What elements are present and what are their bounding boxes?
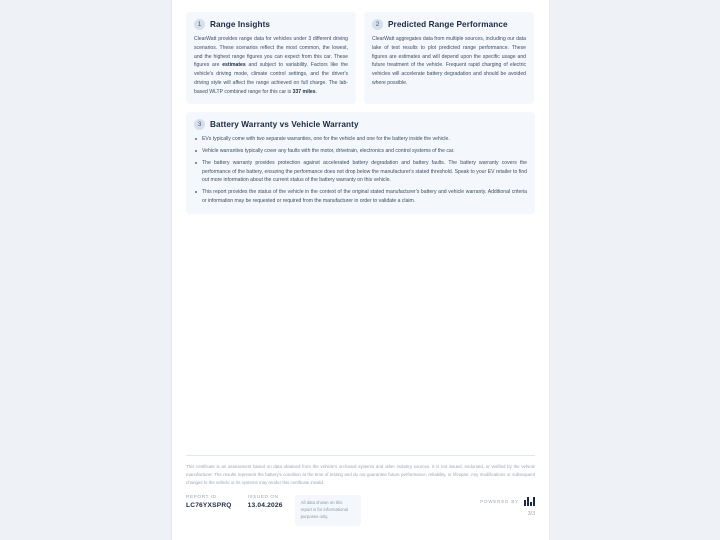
card-number-badge: 2 <box>372 19 383 30</box>
issued-on-block <box>248 495 283 509</box>
list-item: This report provides the status of the vehicle in the context of the original stated manufacturer's battery and vehicle warranty. Additional criteria or information may be requested or required from the manufacturer in order to validate a claim. <box>194 188 527 206</box>
footer-note: All data shown on this report is for informational purposes only. <box>295 495 361 526</box>
card-title: Predicted Range Performance <box>388 20 508 29</box>
list-item: The battery warranty provides protection against accelerated battery degradation and battery faults. The battery warranty covers the performance of the battery, ensuring the performance does not drop below the manufacturer's stated threshold. Speak to your EV retailer to find out more information about the current status of the battery warranty on this vehicle. <box>194 159 527 185</box>
cards-row <box>186 12 535 104</box>
document-page <box>172 0 549 540</box>
list-item: EVs typically come with two separate warranties, one for the vehicle and one for the battery inside the vehicle. <box>194 135 527 144</box>
page-footer <box>186 455 535 526</box>
footer-disclaimer: This certificate is an assessment based on data obtained from the vehicle's on-board systems and other industry sources. It is not issued, endorsed, or verified by the vehicle manufacturer. The results represent the battery's condition at the time of testing and do not guarantee future performance, reliability, or lifespan. Any modifications or subsequent changes to the vehicle or its systems may render this certificate invalid. <box>186 464 535 485</box>
page-number: 3/3 <box>527 511 535 518</box>
powered-by-label: POWERED BY <box>480 499 519 505</box>
clearwatt-logo-icon <box>524 497 535 506</box>
report-id-value: LC76YXSPRQ <box>186 502 232 510</box>
footer-meta <box>186 495 361 526</box>
report-id-block <box>186 495 232 509</box>
card-title: Range Insights <box>210 20 271 29</box>
card-body-text: ClearWatt provides range data for vehicles under 3 different driving scenarios. These scenarios reflect the most common, the lowest, and the highest range figures you can expect from this car. These figures are estimates and subject to variability. Factors like the vehicle's driving mode, climate control settings, and the driver's driving style will affect the range achieved on full charge. The lab-based WLTP combined range for this car is 337 miles. <box>194 36 348 95</box>
card-number-badge: 3 <box>194 119 205 130</box>
footer-brand <box>480 495 535 517</box>
powered-by-line <box>480 497 535 506</box>
issued-on-value: 13.04.2026 <box>247 502 283 510</box>
card-header <box>372 19 526 30</box>
report-id-label: REPORT ID <box>186 495 217 501</box>
meta-group <box>186 495 283 509</box>
card-battery-warranty-vs-vehicle-warranty <box>186 112 535 213</box>
card-title: Battery Warranty vs Vehicle Warranty <box>210 120 359 130</box>
card-body-text: ClearWatt aggregates data from multiple sources, including our data lake of test results to plot predicted range performance. These figures are estimates and will depend upon the specific usage and future treatment of the vehicle. Frequent rapid charging of electric vehicles will accelerate battery degradation and should be avoided where possible. <box>372 36 526 86</box>
footer-bottom <box>186 495 535 526</box>
card-range-insights <box>186 12 356 104</box>
list-item: Vehicle warranties typically cover any faults with the motor, drivetrain, electronics and control systems of the car. <box>194 147 527 156</box>
card-predicted-range-performance <box>364 12 534 104</box>
card-number-badge: 1 <box>194 19 205 30</box>
issued-on-label: ISSUED ON <box>247 495 279 501</box>
card-header <box>194 19 348 30</box>
card-header <box>194 119 527 130</box>
footer-divider <box>186 455 535 456</box>
warranty-bullet-list <box>194 135 527 205</box>
page-content <box>186 12 535 214</box>
